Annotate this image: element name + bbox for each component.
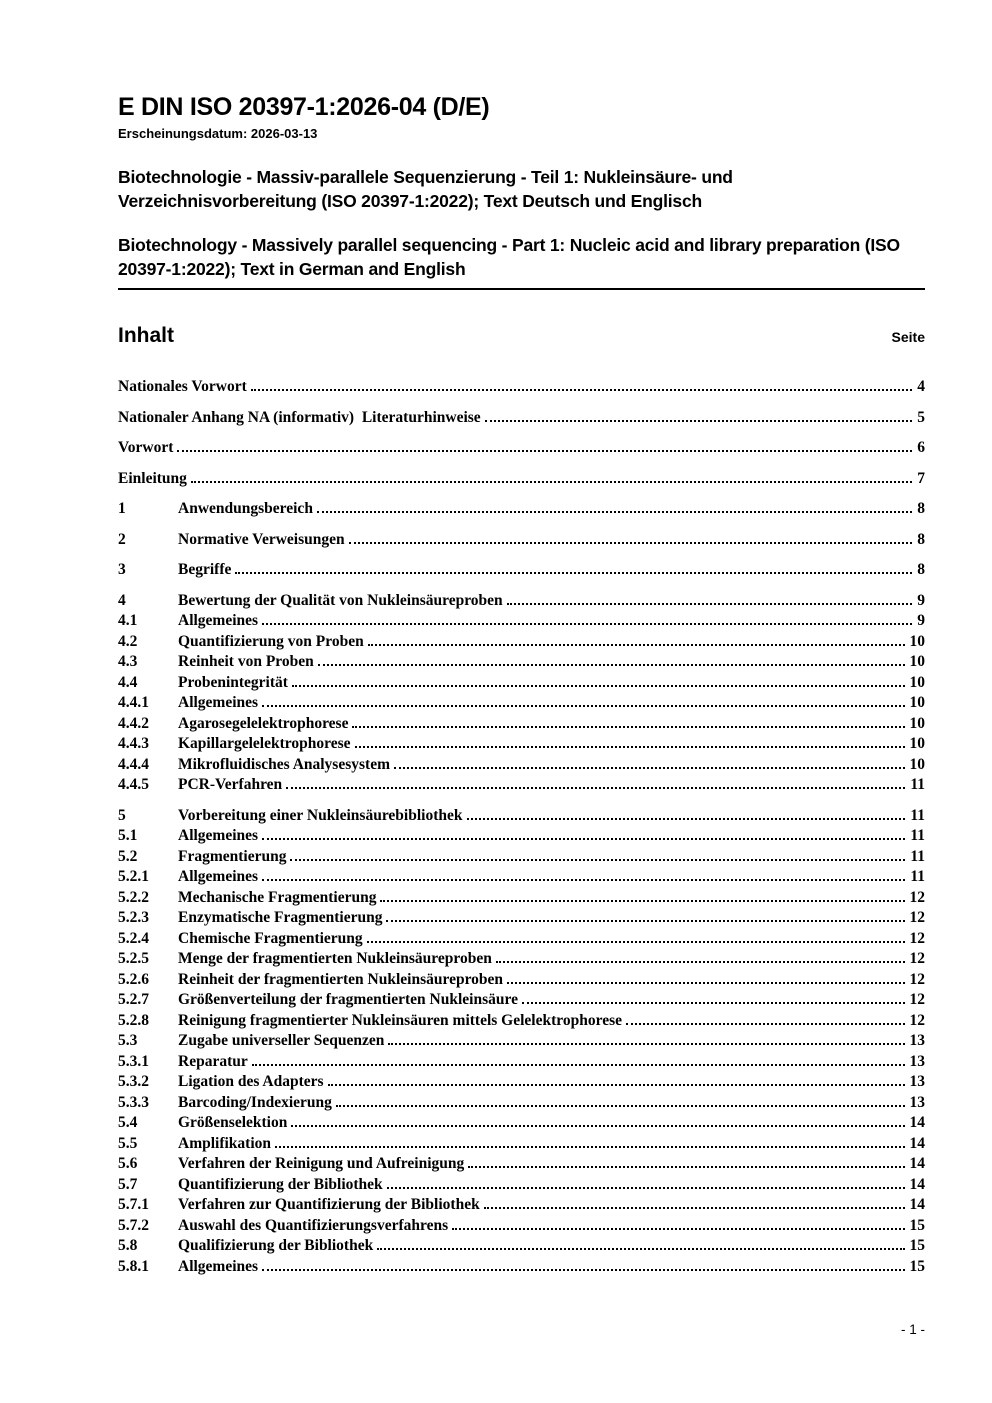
toc-dot-leader <box>386 920 904 922</box>
toc-dot-leader <box>626 1023 905 1025</box>
toc-entry-page: 11 <box>910 827 925 844</box>
toc-entry-page: 10 <box>909 673 925 691</box>
toc-dot-leader <box>275 1146 904 1148</box>
toc-entry-page: 14 <box>909 1175 925 1193</box>
toc-dot-leader <box>251 389 913 391</box>
toc-entry-number: 4.4.1 <box>118 694 149 711</box>
toc-dot-leader <box>452 1228 904 1230</box>
toc-entry-number: 5.2.2 <box>118 888 149 906</box>
toc-entry-number: 4.4.5 <box>118 776 149 793</box>
toc-entry-page: 14 <box>909 1114 925 1131</box>
toc-entry-number: 5.6 <box>118 1155 138 1172</box>
toc-entry-title: Allgemeines <box>178 827 259 844</box>
toc-entry-title: Ligation des Adapters <box>178 1073 324 1090</box>
toc-entry-title: Einleitung <box>118 469 187 487</box>
toc-entry-page: 11 <box>910 806 925 824</box>
toc-entry-title: Fragmentierung <box>178 847 287 865</box>
toc-entry-title: Allgemeines <box>178 694 259 711</box>
toc-entry-number: 5.3.1 <box>118 1052 149 1070</box>
toc-entry <box>118 377 925 398</box>
toc-entry-title: Amplifikation <box>178 1134 272 1152</box>
toc-entry <box>118 560 925 581</box>
toc-entry-number: 5.3.2 <box>118 1073 149 1090</box>
toc-dot-leader <box>177 450 912 452</box>
toc-entry-title: Quantifizierung von Proben <box>178 632 364 650</box>
toc-entry-page: 13 <box>909 1093 925 1111</box>
toc-dot-leader <box>367 941 905 943</box>
toc-entry-title: Bewertung der Qualität von Nukleinsäureproben <box>178 591 503 609</box>
toc-dot-leader <box>484 1207 905 1209</box>
toc-entry-number: 3 <box>118 561 126 578</box>
toc-dot-leader <box>496 961 905 963</box>
toc-dot-leader <box>377 1248 904 1250</box>
toc-dot-leader <box>235 572 912 574</box>
toc-dot-leader <box>394 767 905 769</box>
toc-entry-title: Quantifizierung der Bibliothek <box>178 1175 383 1193</box>
toc-entry <box>118 775 925 796</box>
toc-entry-title: PCR-Verfahren <box>178 776 283 793</box>
page-number-footer: - 1 - <box>900 1322 925 1337</box>
toc-dot-leader <box>336 1105 905 1107</box>
toc-entry <box>118 632 925 653</box>
toc-entry-title: Reinheit der fragmentierten Nukleinsäureproben <box>178 970 504 988</box>
toc-dot-leader <box>368 644 905 646</box>
toc-entry <box>118 1093 925 1114</box>
toc-entry-page: 7 <box>917 469 925 487</box>
toc-dot-leader <box>328 1084 905 1086</box>
toc-entry <box>118 1134 925 1155</box>
toc-entry-number: 5.2.5 <box>118 950 149 967</box>
toc-dot-leader <box>507 982 904 984</box>
toc-dot-leader <box>467 818 906 820</box>
toc-entry-page: 8 <box>917 561 925 578</box>
toc-dot-leader <box>317 511 912 513</box>
toc-entry-page: 10 <box>909 735 925 752</box>
toc-entry-title: Größenselektion <box>178 1114 288 1131</box>
toc-entry-title: Reparatur <box>178 1052 248 1070</box>
toc-entry <box>118 888 925 909</box>
toc-entry <box>118 499 925 520</box>
toc-entry <box>118 1011 925 1032</box>
toc-entry-number: 5.3 <box>118 1032 138 1049</box>
toc-entry <box>118 826 925 847</box>
toc-entry-page: 11 <box>910 868 925 885</box>
toc-entry <box>118 611 925 632</box>
toc-entry-page: 10 <box>909 714 925 732</box>
toc-entry <box>118 755 925 776</box>
toc-entry-title: Auswahl des Quantifizierungsverfahrens <box>178 1216 449 1234</box>
toc-entry <box>118 652 925 673</box>
toc-entry-title: Menge der fragmentierten Nukleinsäureproben <box>178 950 492 967</box>
toc-entry-number: 5.8.1 <box>118 1257 149 1275</box>
toc-entry <box>118 806 925 827</box>
toc-dot-leader <box>262 623 912 625</box>
toc-entry-page: 6 <box>917 439 925 456</box>
toc-entry-page: 11 <box>910 847 925 865</box>
toc-entry-page: 15 <box>909 1216 925 1234</box>
toc-entry-title: Kapillargelelektrophorese <box>178 735 351 752</box>
toc-entry-title: Begriffe <box>178 561 232 578</box>
toc-entry-title: Allgemeines <box>178 1257 259 1275</box>
toc-entry <box>118 1072 925 1093</box>
toc-entry-number: 5.3.3 <box>118 1093 149 1111</box>
toc-entry <box>118 1031 925 1052</box>
toc-entry-number: 5.7 <box>118 1175 138 1193</box>
toc-heading: Inhalt <box>118 324 174 347</box>
toc-entry <box>118 1175 925 1196</box>
toc-entry-title: Zugabe universeller Sequenzen <box>178 1032 385 1049</box>
toc-entry-number: 5.2 <box>118 847 138 865</box>
toc-dot-leader <box>262 705 904 707</box>
toc-entry-number: 5.2.6 <box>118 970 149 988</box>
toc-entry-page: 11 <box>910 776 925 793</box>
toc-dot-leader <box>191 481 912 483</box>
page-content <box>118 0 925 1277</box>
toc-entry-title: Anwendungsbereich <box>178 500 313 517</box>
toc-entry-number: 4.4.2 <box>118 714 149 732</box>
toc-dot-leader <box>291 1125 904 1127</box>
toc-dot-leader <box>262 838 905 840</box>
toc-dot-leader <box>318 664 905 666</box>
toc-entry-page: 12 <box>909 1011 925 1029</box>
toc-entry-title: Reinheit von Proben <box>178 653 314 670</box>
toc-entry-page: 10 <box>909 653 925 670</box>
toc-entry-title: Allgemeines <box>178 612 259 629</box>
toc-entry-number: 5.2.8 <box>118 1011 149 1029</box>
toc-entry <box>118 693 925 714</box>
toc-entry-number: 4.4.4 <box>118 755 149 773</box>
toc-entry-number: 4 <box>118 591 126 609</box>
toc-entry <box>118 438 925 459</box>
toc-entry <box>118 1052 925 1073</box>
toc-entry-title: Mikrofluidisches Analysesystem <box>178 755 390 773</box>
toc-entry-title: Größenverteilung der fragmentierten Nukleinsäure <box>178 991 518 1008</box>
toc-list <box>118 377 925 1277</box>
toc-dot-leader <box>352 726 904 728</box>
toc-entry-title: Vorbereitung einer Nukleinsäurebibliothek <box>178 806 463 824</box>
toc-entry <box>118 970 925 991</box>
doc-subtitle-english: Biotechnology - Massively parallel sequencing - Part 1: Nucleic acid and library preparation (ISO 20397-1:2022); Text in German and English <box>118 235 900 279</box>
toc-entry <box>118 408 925 429</box>
toc-dot-leader <box>355 746 905 748</box>
toc-entry-number: 5.7.2 <box>118 1216 149 1234</box>
toc-entry-number: 5.7.1 <box>118 1196 149 1213</box>
toc-dot-leader <box>349 542 913 544</box>
toc-entry-title: Probenintegrität <box>178 673 288 691</box>
toc-entry-page: 14 <box>909 1155 925 1172</box>
toc-entry-page: 10 <box>909 632 925 650</box>
toc-entry <box>118 714 925 735</box>
toc-entry-page: 15 <box>909 1237 925 1254</box>
toc-dot-leader <box>262 879 905 881</box>
toc-page-column-label: Seite <box>891 329 925 345</box>
doc-title: E DIN ISO 20397-1:2026-04 (D/E) <box>118 93 490 121</box>
toc-entry-page: 9 <box>917 591 925 609</box>
toc-entry <box>118 867 925 888</box>
toc-entry-page: 13 <box>909 1032 925 1049</box>
title-divider <box>118 288 925 290</box>
toc-entry-title: Normative Verweisungen <box>178 530 345 548</box>
toc-entry-page: 10 <box>909 755 925 773</box>
toc-dot-leader <box>290 859 905 861</box>
toc-entry-page: 9 <box>917 612 925 629</box>
toc-entry-number: 4.1 <box>118 612 138 629</box>
toc-entry-number: 5.8 <box>118 1237 138 1254</box>
toc-entry-number: 5.2.4 <box>118 929 149 947</box>
toc-entry <box>118 1195 925 1216</box>
toc-entry <box>118 1216 925 1237</box>
toc-entry-number: 5.1 <box>118 827 138 844</box>
toc-dot-leader <box>468 1166 904 1168</box>
doc-subtitle-german: Biotechnologie - Massiv-parallele Sequenzierung - Teil 1: Nukleinsäure- und Verzeichnisvorbereitung (ISO 20397-1:2022); Text Deutsch und Englisch <box>118 167 733 211</box>
toc-entry <box>118 1154 925 1175</box>
toc-entry-page: 5 <box>917 408 925 426</box>
toc-entry-page: 12 <box>909 991 925 1008</box>
toc-entry <box>118 1257 925 1278</box>
toc-entry <box>118 469 925 490</box>
toc-entry-page: 10 <box>909 694 925 711</box>
toc-entry-page: 13 <box>909 1073 925 1090</box>
toc-entry <box>118 949 925 970</box>
toc-entry-page: 8 <box>917 530 925 548</box>
toc-entry-page: 14 <box>909 1196 925 1213</box>
toc-entry-title: Chemische Fragmentierung <box>178 929 363 947</box>
publication-date: Erscheinungsdatum: 2026-03-13 <box>118 126 318 141</box>
toc-dot-leader <box>380 900 904 902</box>
toc-entry-title: Vorwort <box>118 439 174 456</box>
toc-entry-number: 5 <box>118 806 126 824</box>
toc-dot-leader <box>485 420 913 422</box>
toc-dot-leader <box>286 787 905 789</box>
toc-entry-title: Nationales Vorwort <box>118 378 247 395</box>
toc-entry-number: 4.4.3 <box>118 735 149 752</box>
toc-entry-number: 4.2 <box>118 632 138 650</box>
toc-entry <box>118 1113 925 1134</box>
toc-entry-title: Reinigung fragmentierter Nukleinsäuren mittels Gelelektrophorese <box>178 1011 622 1029</box>
toc-dot-leader <box>387 1187 905 1189</box>
toc-entry-title: Agarosegelelektrophorese <box>178 714 349 732</box>
toc-entry-page: 12 <box>909 970 925 988</box>
toc-entry <box>118 1236 925 1257</box>
toc-entry-number: 4.4 <box>118 673 138 691</box>
toc-dot-leader <box>292 685 905 687</box>
toc-entry <box>118 847 925 868</box>
toc-dot-leader <box>507 603 913 605</box>
toc-dot-leader <box>522 1002 905 1004</box>
toc-entry-page: 4 <box>917 378 925 395</box>
toc-dot-leader <box>262 1269 904 1271</box>
toc-entry-title: Mechanische Fragmentierung <box>178 888 377 906</box>
toc-entry <box>118 591 925 612</box>
toc-entry-page: 8 <box>917 500 925 517</box>
toc-entry-page: 12 <box>909 950 925 967</box>
toc-entry-title: Verfahren zur Quantifizierung der Bibliothek <box>178 1196 480 1213</box>
toc-entry-number: 5.2.1 <box>118 868 149 885</box>
toc-entry-page: 15 <box>909 1257 925 1275</box>
toc-entry-number: 5.2.7 <box>118 991 149 1008</box>
toc-entry <box>118 908 925 929</box>
toc-entry-number: 2 <box>118 530 126 548</box>
toc-entry <box>118 990 925 1011</box>
toc-entry-number: 5.2.3 <box>118 909 149 926</box>
toc-entry-number: 1 <box>118 500 126 517</box>
toc-entry <box>118 734 925 755</box>
toc-entry-title: Enzymatische Fragmentierung <box>178 909 383 926</box>
toc-dot-leader <box>388 1043 904 1045</box>
toc-entry-page: 12 <box>909 909 925 926</box>
toc-entry-page: 14 <box>909 1134 925 1152</box>
toc-entry-number: 5.4 <box>118 1114 138 1131</box>
toc-dot-leader <box>252 1064 905 1066</box>
toc-entry-title: Qualifizierung der Bibliothek <box>178 1237 374 1254</box>
toc-entry-page: 13 <box>909 1052 925 1070</box>
toc-entry <box>118 673 925 694</box>
toc-entry-title: Verfahren der Reinigung und Aufreinigung <box>178 1155 465 1172</box>
toc-entry-title: Allgemeines <box>178 868 259 885</box>
toc-entry-title: Barcoding/Indexierung <box>178 1093 332 1111</box>
toc-entry-number: 5.5 <box>118 1134 138 1152</box>
toc-entry-page: 12 <box>909 929 925 947</box>
toc-entry-page: 12 <box>909 888 925 906</box>
toc-header <box>118 322 925 349</box>
toc-entry <box>118 530 925 551</box>
toc-entry-title: Nationaler Anhang NA (informativ) Literaturhinweise <box>118 408 481 426</box>
toc-entry-number: 4.3 <box>118 653 138 670</box>
toc-entry <box>118 929 925 950</box>
